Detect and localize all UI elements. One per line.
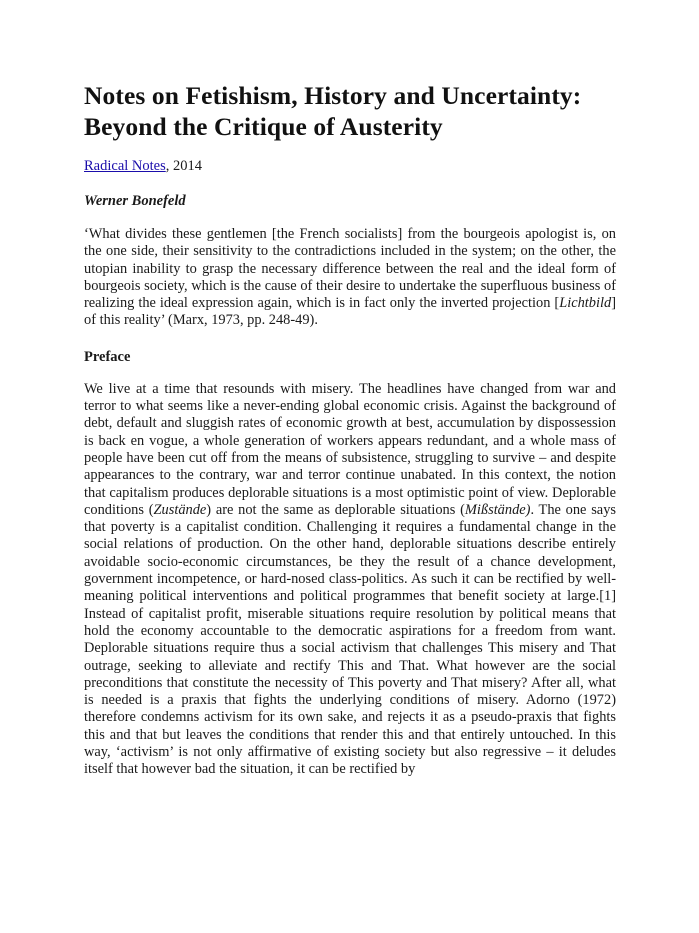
source-line — [84, 157, 616, 175]
preface-paragraph: We live at a time that resounds with misery. The headlines have changed from war and terror to what seems like a never-ending global economic crisis. Against the background of debt, default and sluggish rates of economic growth at best, accumulation by dispossession is back en vogue, a whole generation of workers appears redundant, and a whole mass of people have been cut off from the means of subsistence, struggling to survive – and despite appearances to the contrary, war and terror continue unabated. In this context, the notion that capitalism produces deplorable situations is a most optimistic point of view. Deplorable conditions (Zustände) are not the same as deplorable situations (Mißstände). The one says that poverty is a capitalist condition. Challenging it requires a fundamental change in the social relations of production. On the other hand, deplorable situations describe entirely avoidable socio-economic circumstances, be they the result of a chance development, government incompetence, or hard-nosed class-politics. As such it can be rectified by well-meaning political interventions and political programmes that benefit society at large.[1] Instead of capitalist profit, miserable situations require resolution by political means that hold the economy accountable to the democratic aspirations for a freedom from want. Deplorable situations require thus a social activism that challenges This misery and That outrage, seeking to alleviate and rectify This and That. What however are the social preconditions that constitute the necessity of This poverty and That misery? After all, what is needed is a praxis that fights the underlying conditions of misery. Adorno (1972) therefore condemns activism for its own sake, and rejects it as a pseudo-praxis that fights this and that but leaves the conditions that render this and that entirely untouched. In this way, ‘activism’ is not only affirmative of existing society but also regressive – it deludes itself that however bad the situation, it can be rectified by — [84, 380, 616, 778]
article-title: Notes on Fetishism, History and Uncertainty: Beyond the Critique of Austerity — [84, 81, 582, 141]
section-heading-preface: Preface — [84, 348, 131, 365]
term-missstande: Mißstände) — [464, 501, 531, 518]
epigraph-term: Lichtbild — [559, 295, 612, 312]
author-name: Werner Bonefeld — [84, 193, 186, 209]
source-link[interactable]: Radical Notes — [84, 158, 166, 174]
epigraph-quote: ‘What divides these gentlemen [the French socialists] from the bourgeois apologist is, on the one side, their sensitivity to the contradictions included in the system; on the other, the utopian inability to grasp the necessary difference between the real and the ideal form of bourgeois society, which is the cause of their desire to undertake the superfluous business of realizing the ideal expression again, which is in fact only the inverted projection [Lichtbild] of this reality’ (Marx, 1973, pp. 248-49). — [84, 226, 616, 329]
source-year: , 2014 — [165, 158, 202, 174]
term-zustande: Zustände — [153, 501, 207, 518]
document-page — [84, 80, 616, 831]
